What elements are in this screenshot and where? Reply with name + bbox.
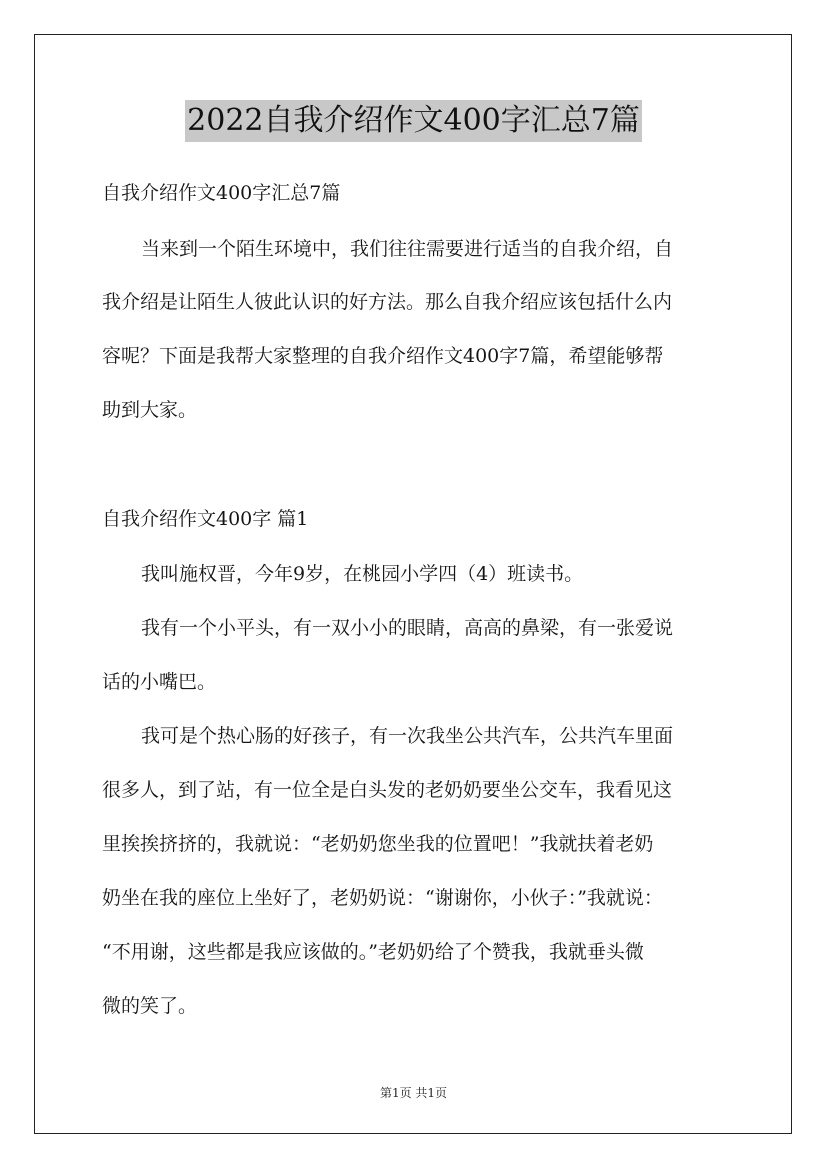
document-title: 2022自我介绍作文400字汇总7篇 (185, 100, 642, 142)
title-container (0, 100, 827, 142)
paragraph-3-line-6: 微的笑了。 (102, 995, 198, 1017)
paragraph-3-line-5: “不用谢，这些都是我应该做的。”老奶奶给了个赞我，我就垂头微 (102, 941, 644, 963)
paragraph-3-line-4: 奶坐在我的座位上坐好了，老奶奶说：“谢谢你，小伙子：”我就说： (102, 887, 663, 909)
paragraph-3-line-1: 我可是个热心肠的好孩子，有一次我坐公共汽车，公共汽车里面 (141, 725, 674, 747)
paragraph-3-line-2: 很多人，到了站，有一位全是白头发的老奶奶要坐公交车，我看见这 (102, 779, 673, 801)
paragraph-3-line-3: 里挨挨挤挤的，我就说：“老奶奶您坐我的位置吧！”我就扶着老奶 (102, 833, 654, 855)
intro-line-3: 容呢？下面是我帮大家整理的自我介绍作文400字7篇，希望能够帮 (102, 345, 664, 367)
intro-line-4: 助到大家。 (102, 399, 198, 421)
paragraph-2-line-1: 我有一个小平头，有一双小小的眼睛，高高的鼻梁，有一张爱说 (141, 617, 674, 639)
document-subtitle: 自我介绍作文400字汇总7篇 (102, 182, 341, 204)
paragraph-1-line-1: 我叫施权晋，今年9岁，在桃园小学四（4）班读书。 (141, 563, 584, 585)
page-number-footer: 第1页 共1页 (379, 1086, 448, 1100)
paragraph-2-line-2: 话的小嘴巴。 (102, 671, 217, 693)
intro-line-1: 当来到一个陌生环境中，我们往往需要进行适当的自我介绍，自 (141, 238, 674, 260)
intro-line-2: 我介绍是让陌生人彼此认识的好方法。那么自我介绍应该包括什么内 (102, 291, 673, 313)
section-heading: 自我介绍作文400字 篇1 (102, 508, 309, 530)
